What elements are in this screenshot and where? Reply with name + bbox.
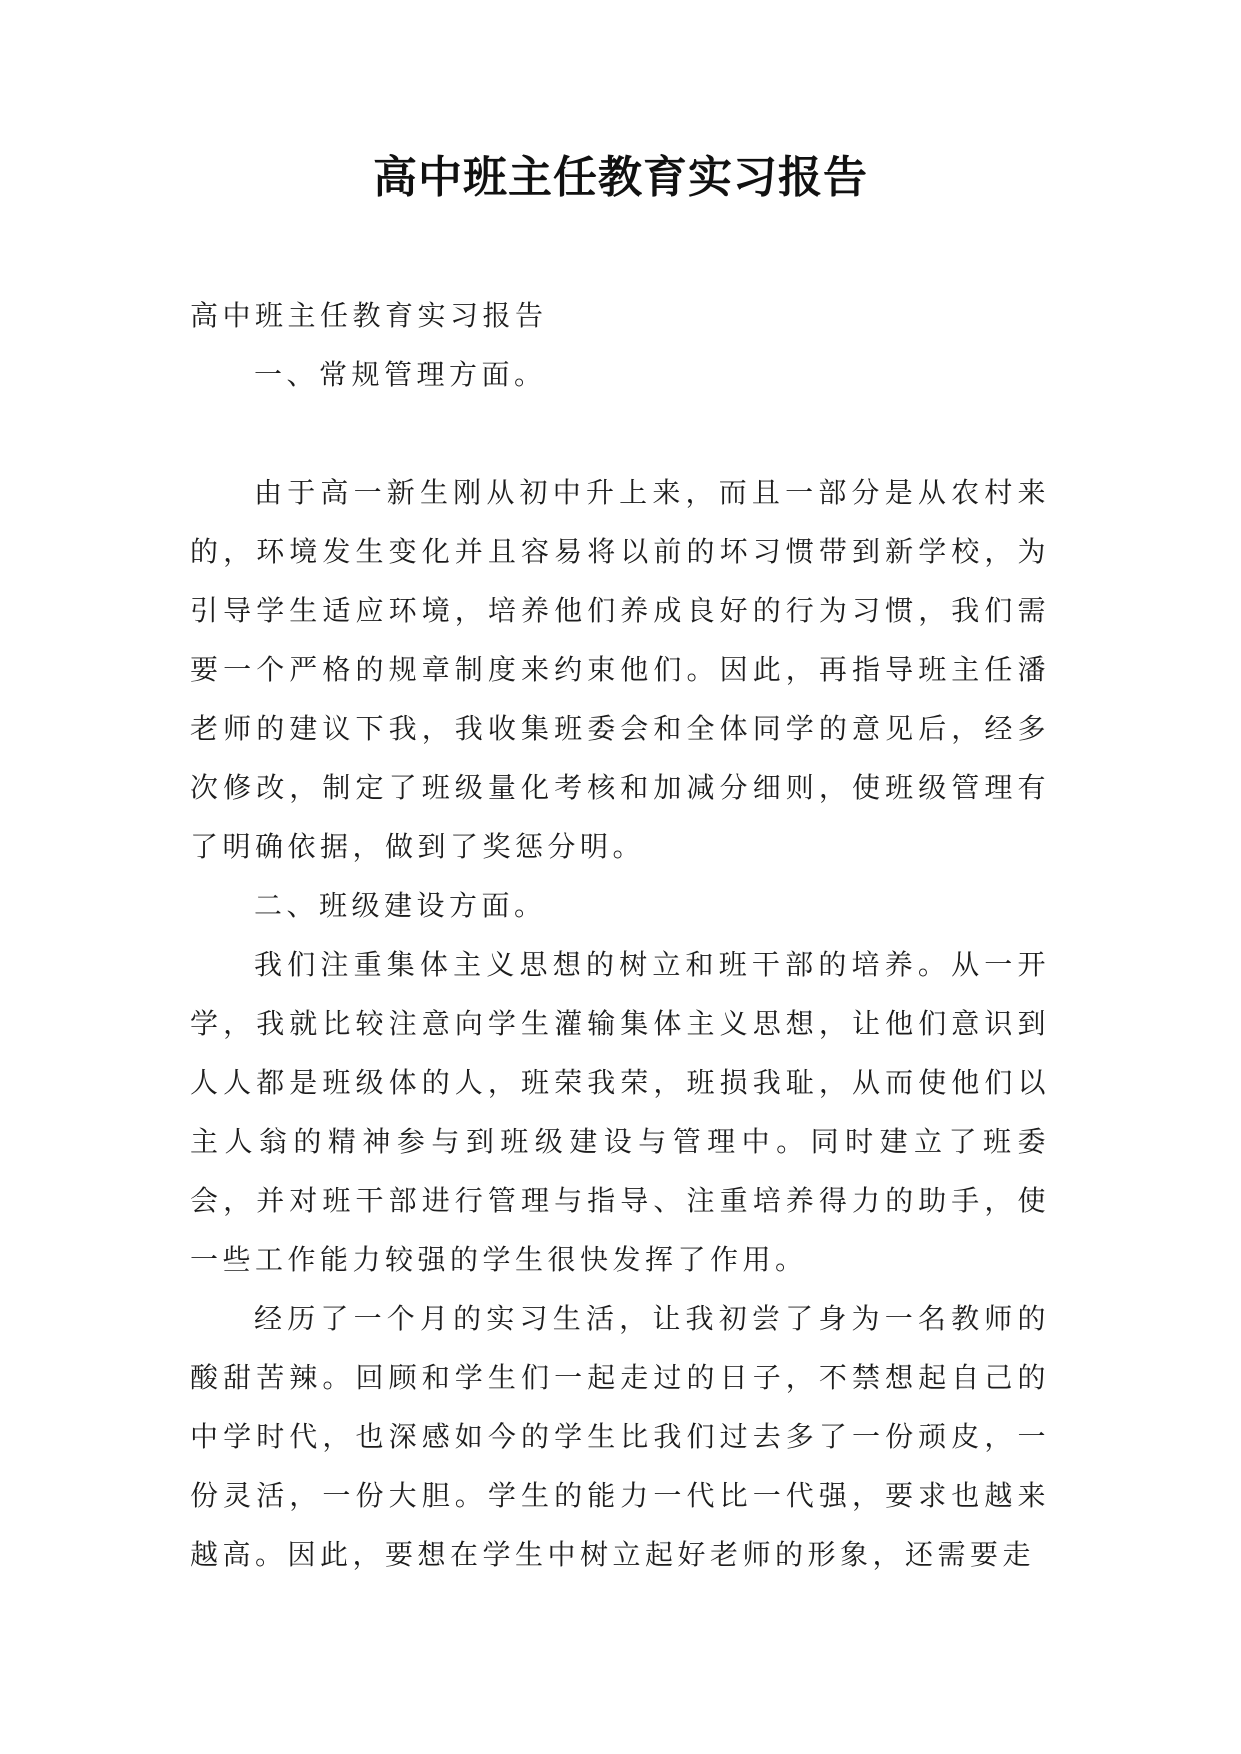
section-heading-class-building: 二、班级建设方面。: [254, 889, 547, 922]
paragraph-internship-reflection: 经历了一个月的实习生活，让我初尝了身为一名教师的酸甜苦辣。回顾和学生们一起走过的日子，不禁想起自己的中学时代，也深感如今的学生比我们过去多了一份顽皮，一份灵活，一份大胆。学生的能力一代比一代强，要求也越来越高。因此，要想在学生中树立起好老师的形象，还需要走: [190, 1302, 1050, 1571]
paragraph-routine-management: 由于高一新生刚从初中升上来，而且一部分是从农村来的，环境发生变化并且容易将以前的坏习惯带到新学校，为引导学生适应环境，培养他们养成良好的行为习惯，我们需要一个严格的规章制度来约束他们。因此，再指导班主任潘老师的建议下我，我收集班委会和全体同学的意见后，经多次修改，制定了班级量化考核和加减分细则，使班级管理有了明确依据，做到了奖惩分明。: [190, 476, 1050, 863]
section-heading-routine-management: 一、常规管理方面。: [254, 358, 547, 391]
paragraph-class-building: 我们注重集体主义思想的树立和班干部的培养。从一开学，我就比较注意向学生灌输集体主义思想，让他们意识到人人都是班级体的人，班荣我荣，班损我耻，从而使他们以主人翁的精神参与到班级建设与管理中。同时建立了班委会，并对班干部进行管理与指导、注重培养得力的助手，使一些工作能力较强的学生很快发挥了作用。: [190, 948, 1050, 1276]
document-title: 高中班主任教育实习报告: [373, 152, 868, 203]
paragraph-subtitle: 高中班主任教育实习报告: [190, 299, 548, 332]
document-body: [190, 286, 1050, 1584]
